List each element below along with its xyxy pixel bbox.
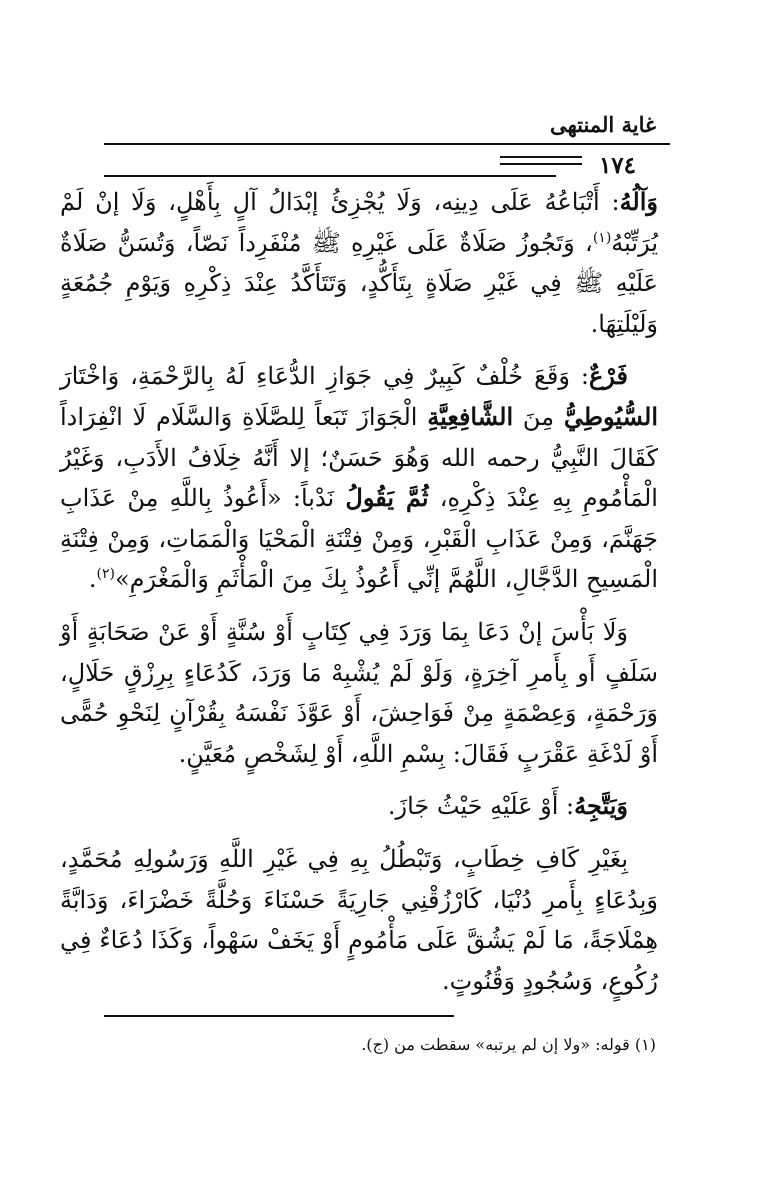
paragraph-2-text-cont: الْجَوَازَ تَبَعاً لِلصَّلَاةِ وَالسَّلَام لَا انْفِرَاداً كَقَالَ النَّبِيُّ رحمه الله وَهُوَ حَسَنٌ؛ إلا أَنَّهُ خِلَافُ الأَدَبِ، وَغَيْرُ الْمَأْمُومِ بِهِ عِنْدَ ذِكْرِهِ،: [60, 402, 658, 513]
paragraph-4-text: : أَوْ عَلَيْهِ حَيْثُ جَازَ.: [387, 792, 575, 821]
paragraph-2-lead: فَرْعٌ: [588, 361, 628, 391]
paragraph-1-lead: وَآلُهُ: [619, 187, 658, 216]
paragraph-5: بِغَيْرِ كَافِ خِطَابٍ، وَتَبْطُلُ بِهِ فِي غَيْرِ اللَّهِ وَرَسُولِهِ مُحَمَّدٍ، وَبِدُعَاءٍ بِأَمرِ دُنْيَا، كَارْزُقْنِي جَارِيَةً حَسْنَاءَ وَحُلَّةً خَضْرَاءَ، وَدَابَّةً هِمْلَاجَةً، مَا لَمْ يَشُقَّ عَلَى مَأْمُومٍ أَوْ يَخَفْ سَهْواً، وَكَذَا دُعَاءٌ فِي رُكُوعٍ، وَسُجُودٍ وَقُنُوتٍ.: [60, 844, 658, 995]
page-number: ١٧٤: [598, 152, 636, 179]
paragraph-2-period: .: [88, 565, 97, 594]
paragraph-2-text: : وَقَعَ خُلْفٌ كَبِيرٌ فِي جَوَازِ الدُّعَاءِ لَهُ بِالرَّحْمَةِ، وَاخْتَارَ: [60, 362, 589, 391]
paragraph-1-text: : أَتْبَاعُهُ عَلَى دِينِه، وَلَا يُجْزِئُ إبْدَالُ آلٍ بِأَهْلٍ، وَلَا إنْ لَمْ يُرَتِّبْهُ: [60, 188, 658, 257]
paragraph-4: [60, 786, 658, 827]
paragraph-3: وَلَا بَأْسَ إنْ دَعَا بِمَا وَرَدَ فِي كِتَابٍ أَوْ سُنَّةٍ أَوْ عَنْ صَحَابَةٍ أَوْ سَلَفٍ أَو بِأَمرِ آخِرَةٍ، وَلَوْ لَمْ يُشْبِهْ مَا وَرَدَ، كَدُعَاءٍ بِرِزْقٍ حَلَالٍ، وَرَحْمَةٍ، وَعِصْمَةٍ مِنْ فَوَاحِشَ، أَوْ عَوَّذَ نَفْسَهُ بِقُرْآنٍ لِنَحْوِ حُمًّى أَوْ لَدْغَةِ عَقْرَبٍ فَقَالَ: بِسْمِ اللَّهِ، أَوْ لِشَخْصٍ مُعَيَّنٍ.: [60, 617, 658, 768]
footnote-ref-1[interactable]: (١): [592, 229, 612, 246]
paragraph-2-name-shafiiyya: الشَّافِعِيَّةِ: [427, 401, 514, 431]
footnote-1: (١) قوله: «ولا إن لم يرتبه» سقطت من (ج).: [361, 1035, 656, 1054]
paragraph-2: [60, 356, 658, 600]
paragraph-1-text-cont: ، وَتَجُوزُ صَلَاةٌ عَلَى غَيْرِهِ ﷺ مُنْفَرِداً نَصّاً، وَتُسَنُّ صَلَاةٌ عَلَيْهِ ﷺ فِي غَيْرِ صَلَاةٍ بِتَأَكُّدٍ، وَتَتَأَكَّدُ عِنْدَ ذِكْرِهِ وَيَوْمِ جُمُعَةٍ وَلَيْلَتِهَا.: [60, 228, 658, 338]
paragraph-2-name-suyuti: السُّيُوطِيُّ: [563, 401, 658, 431]
paragraph-2-bold-phrase: ثُمَّ يَقُولُ: [345, 483, 429, 513]
header-rule: [104, 143, 670, 145]
paragraph-1: [60, 182, 658, 344]
running-head: غاية المنتهى: [549, 112, 656, 137]
page-number-ornament: [500, 156, 582, 170]
main-text: [60, 182, 658, 1013]
footnote-rule: [104, 1015, 454, 1017]
page-number-rule: [104, 175, 556, 177]
paragraph-2-text-end: نَدْباً: «أَعُوذُ بِاللَّهِ مِنْ عَذَابِ جَهَنَّمَ، وَمِنْ عَذَابِ الْقَبْرِ، وَمِنْ فِتْنَةِ الْمَحْيَا وَالْمَمَاتِ، وَمِنْ فِتْنَةِ الْمَسِيحِ الدَّجَّالِ، اللَّهُمَّ إنِّي أَعُوذُ بِكَ مِنَ الْمَأْثَمِ وَالْمَغْرَمِ»: [60, 484, 658, 594]
paragraph-2-mid: مِنَ: [522, 402, 555, 431]
paragraph-4-lead: وَيَتَّجِهُ: [574, 791, 628, 821]
footnote-ref-2[interactable]: (٢): [96, 566, 115, 583]
